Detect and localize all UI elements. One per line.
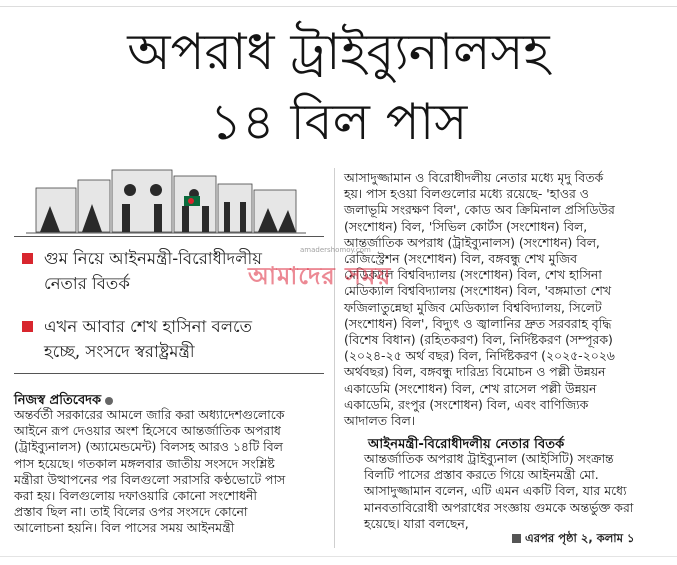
red-bullet-icon xyxy=(22,253,33,264)
byline: নিজস্ব প্রতিবেদক xyxy=(14,391,113,412)
subheading: আইনমন্ত্রী-বিরোধীদলীয় নেতার বিতর্ক xyxy=(368,437,565,452)
bullet-dot-icon xyxy=(105,397,113,405)
top-edge xyxy=(0,0,677,7)
watermark-url: amadershomoy.com xyxy=(300,246,371,254)
headline-line-2: ১৪ বিল পাস xyxy=(209,93,468,151)
divider xyxy=(14,373,324,374)
article-column-1: অন্তর্বর্তী সরকারের আমলে জারি করা অধ্যাদেশগুলোকে আইনে রূপ দেওয়ার অংশ হিসেবে আন্তর্জাতিক অপরাধ (ট্রাইব্যুনালস) (অ্যামেন্ডমেন্ট) বিলসহ আরও ১৪টি বিল পাস হয়েছে। গতকাল মঙ্গলবার জাতীয় সংসদে সংশ্লিষ্ট মন্ত্রীরা উত্থাপনের পর বিলগুলো সরাসরি কণ্ঠভোটে পাস করা হয়। বিলগুলোয় দফাওয়ারি কোনো সংশোধনী প্রস্তাব ছিল না। তাই বিলের ওপর সংসদে কোনো আলোচনা হয়নি। বিল পাসের সময় আইনমন্ত্রী xyxy=(14,407,286,536)
sidebar-item-2-text: এখন আবার শেখ হাসিনা বলতে হচ্ছে, সংসদে স্বরাষ্ট্রমন্ত্রী xyxy=(44,317,252,361)
article-column-2: আসাদুজ্জামান ও বিরোধীদলীয় নেতার মধ্যে মৃদু বিতর্ক হয়। পাস হওয়া বিলগুলোর মধ্যে রয়েছে- 'হাওর ও জলাভূমি সংরক্ষণ বিল', কোড অব ক্রিমিনাল প্রসিডিউর (সংশোধন) বিল, 'সিভিল কোর্টস (সংশোধন) বিল, আন্তর্জাতিক অপরাধ (ট্রাইব্যুনালস) (সংশোধন) বিল, রেজিস্ট্রেশন (সংশোধন) বিল, বঙ্গবন্ধু শেখ মুজিব মেডিক্যাল বিশ্ববিদ্যালয় (সংশোধন) বিল, শেখ হাসিনা মেডিক্যাল বিশ্ববিদ্যালয় (সংশোধন) বিল, 'বঙ্গমাতা শেখ ফজিলাতুন্নেছা মুজিব মেডিক্যাল বিশ্ববিদ্যালয়, সিলেট (সংশোধন) বিল', বিদ্যুৎ ও জ্বালানির দ্রুত সরবরাহ বৃদ্ধি (বিশেষ বিধান) (রহিতকরণ) বিল, নির্দিষ্টকরণ (সম্পূরক) (২০২৪-২৫ অর্থ বছর) বিল, নির্দিষ্টকরণ (২০২৫-২০২৬ অর্থবছর) বিল, বঙ্গবন্ধু দারিদ্র্য বিমোচন ও পল্লী উন্নয়ন একাডেমি (সংশোধন) বিল, শেখ রাসেল পল্লী উন্নয়ন একাডেমি, রংপুর (সংশোধন) বিল, এবং বাণিজ্যিক আদালত বিল। xyxy=(344,170,615,429)
red-bullet-icon xyxy=(22,321,33,332)
divider xyxy=(14,236,324,237)
continued-link[interactable]: এরপর পৃষ্ঠা ২, কলাম ১ xyxy=(512,530,635,549)
column-divider xyxy=(334,168,335,548)
parliament-building-image xyxy=(26,166,306,234)
article-column-2-continued: আন্তর্জাতিক অপরাধ ট্রাইব্যুনাল (আইসিটি) সংক্রান্ত বিলটি পাসের প্রস্তাব করতে গিয়ে আইনমন্ত্রী মো. আসাদুজ্জামান বলেন, এটি এমন একটি বিল, যার মধ্যে মানবতাবিরোধী অপরাধের সংজ্ঞায় গুমকে অন্তর্ভুক্ত করা হয়েছে। যারা বলছেন, xyxy=(364,451,634,531)
watermark-logo: আমাদের সময় xyxy=(248,262,392,290)
square-marker-icon xyxy=(512,534,521,543)
sidebar-item-1-text: গুম নিয়ে আইনমন্ত্রী-বিরোধীদলীয় নেতার বিতর্ক xyxy=(44,249,262,293)
headline-line-1: অপরাধ ট্রাইব্যুনালসহ xyxy=(127,23,550,81)
sidebar-item-2[interactable] xyxy=(22,314,322,364)
